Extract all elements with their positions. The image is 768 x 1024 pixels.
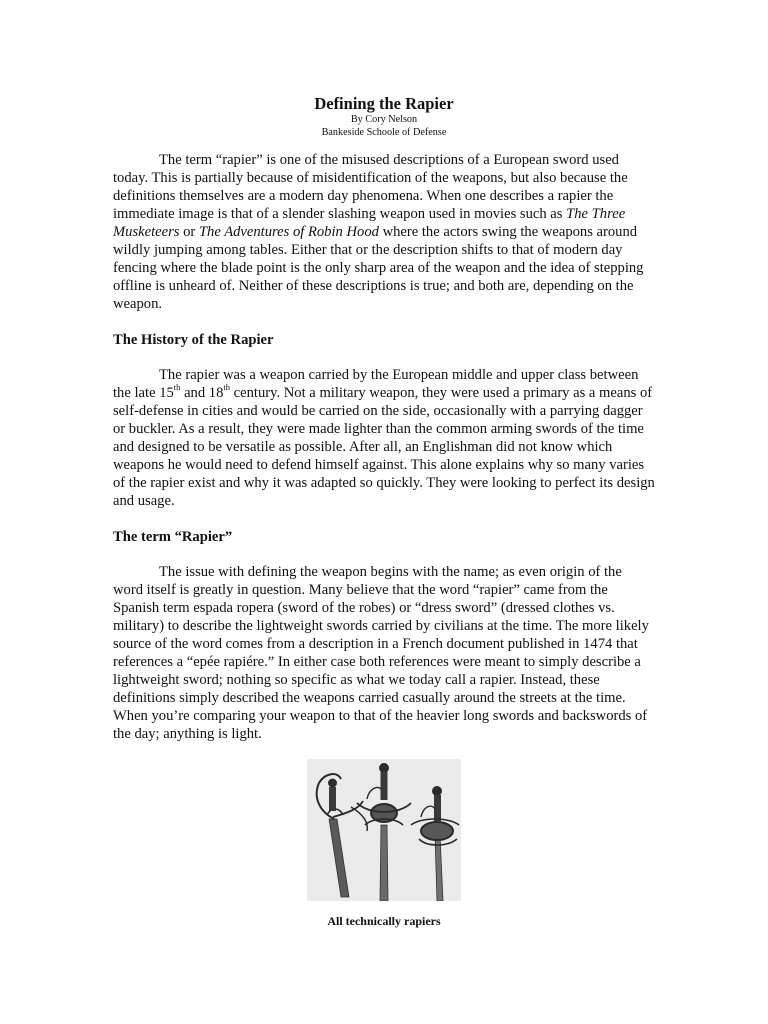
intro-paragraph xyxy=(113,151,655,313)
rapier-swords-photo xyxy=(307,759,461,901)
rapier-swords-illustration xyxy=(307,759,461,901)
document-page xyxy=(113,94,655,928)
author-byline: By Cory Nelson xyxy=(350,114,418,125)
ordinal-suffix: th xyxy=(173,382,181,393)
ordinal-suffix: th xyxy=(223,382,231,393)
figure xyxy=(113,759,655,928)
history-text-2: and 18 xyxy=(180,385,224,401)
history-text-1: The rapier was a weapon carried by the European middle and upper class between the late 15 xyxy=(113,367,639,401)
history-paragraph xyxy=(113,366,655,510)
term-heading: The term “Rapier” xyxy=(113,529,233,545)
author-affiliation: Bankeside Schoole of Defense xyxy=(321,126,447,138)
term-paragraph: The issue with defining the weapon begins with the name; as even origin of the word itself is greatly in question. Many believe that the word “rapier” came from the Spanish term espada ropera (sword of the robes) or “dress sword” (dressed clothes vs. military) to describe the lightweight swords carried by civilians at the time. The more likely source of the word comes from a description in a French document published in 1474 that references a “epée rapiére.” In either case both references were meant to simply describe a lightweight sword; nothing so specific as what we today call a rapier. Instead, these definitions simply described the weapons carried casually around the streets at the time. When you’re comparing your weapon to that of the heavier long swords and backswords of the day; anything is light. xyxy=(113,564,649,742)
film-title-robin-hood: The Adventures of Robin Hood xyxy=(198,224,379,240)
intro-text-2: or xyxy=(179,224,199,240)
history-text-3: century. Not a military weapon, they were used a primary as a means of self-defense in cities and would be carried on the side, occasionally with a parrying dagger or buckler. As a result, they were made lighter than the common arming swords of the time and designed to be versatile as possible. After all, an Englishman did not know which weapons he would need to defend himself against. This alone explains why so many varies of the rapier exist and why it was adapted so quickly. They were looking to perfect its design and usage. xyxy=(113,385,655,509)
intro-text-1: The term “rapier” is one of the misused descriptions of a European sword used today. This is partially because of misidentification of the weapons, but also because the definitions themselves are a modern day phenomena. When one describes a rapier the immediate image is that of a slender slashing weapon used in movies such as xyxy=(113,152,628,222)
history-heading: The History of the Rapier xyxy=(113,332,274,348)
document-title: Defining the Rapier xyxy=(314,94,454,113)
intro-text-3: where the actors swing the weapons around wildly jumping among tables. Either that or the description shifts to that of modern day fencing where the blade point is the only sharp area of the weapon and the idea of stepping offline is unheard of. Neither of these descriptions is true; and both are, depending on the weapon. xyxy=(113,224,644,312)
film-title-three-musketeers: The Three Musketeers xyxy=(113,206,626,240)
figure-caption: All technically rapiers xyxy=(327,914,441,928)
